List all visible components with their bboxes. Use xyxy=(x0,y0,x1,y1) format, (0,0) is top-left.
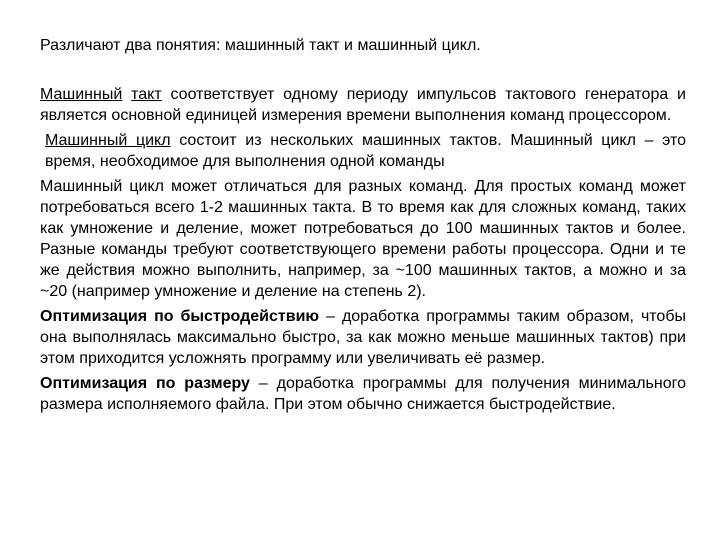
paragraph-text: – доработка программы для получения минимального размера исполняемого файла. При этом обычно снижается быстродействие. xyxy=(40,375,687,413)
intro-line: Различают два понятия: машинный такт и машинный цикл. xyxy=(40,37,481,54)
paragraph-size-optimization xyxy=(40,373,686,415)
paragraph-text: Машинный цикл может отличаться для разных команд. Для простых команд может потребоваться всего 1-2 машинных такта. В то время как для сложных команд, таких как умножение и деление, может потребоваться до 100 машинных тактов и более. Разные команды требуют соответствующего времени работы процессора. Одни и те же действия можно выполнить, например, за ~100 машинных тактов, а можно и за ~20 (например умножение и деление на степень 2). xyxy=(40,178,686,300)
term-size-optimization: Оптимизация по размеру xyxy=(40,375,250,392)
term-machine-cycle: Машинный цикл xyxy=(45,132,171,149)
paragraph-text: состоит из нескольких машинных тактов. Машинный цикл – это время, необходимое для выполнения одной команды xyxy=(45,132,687,170)
term-machine: Машинный xyxy=(40,86,123,103)
paragraph-machine-cycle xyxy=(40,130,686,172)
paragraph-text: соответствует одному периоду импульсов тактового генератора и является основной единицей измерения времени выполнения команд процессором. xyxy=(40,86,686,124)
paragraph-cycle-variation xyxy=(40,176,686,302)
term-tact: такт xyxy=(131,86,162,103)
term-speed-optimization: Оптимизация по быстродействию xyxy=(40,308,320,325)
paragraph-speed-optimization xyxy=(40,306,686,369)
paragraph-machine-tact xyxy=(40,84,686,126)
slide-body xyxy=(40,84,686,419)
paragraph-text: – доработка программы таким образом, чтобы она выполнялась максимально быстро, за как можно меньше машинных тактов) при этом приходится усложнять программу или увеличивать её размер. xyxy=(40,308,686,367)
